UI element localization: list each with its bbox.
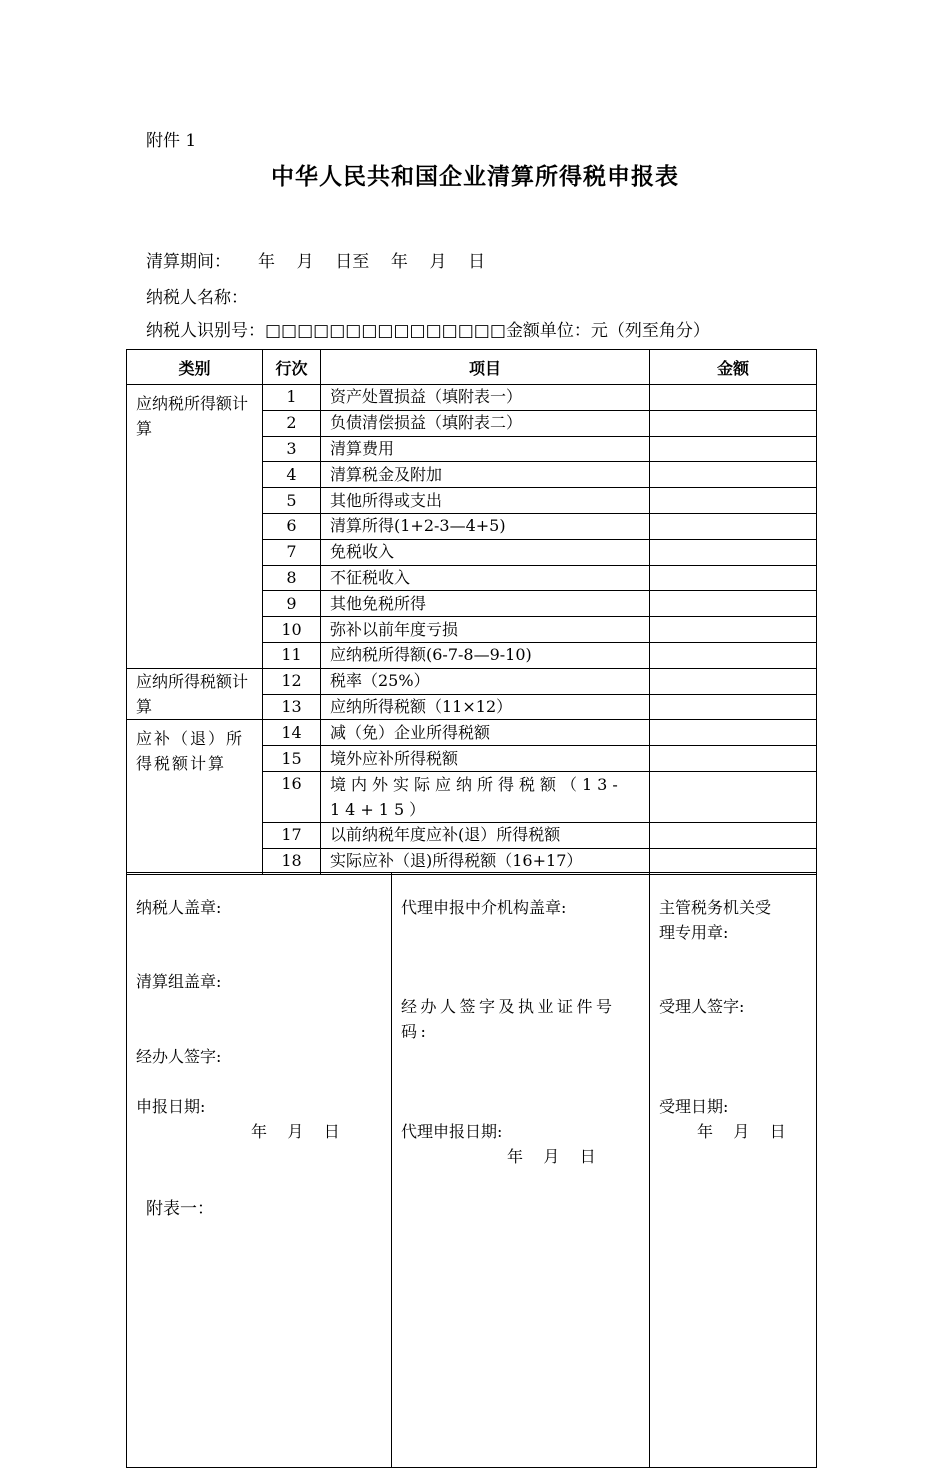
attachment-label: 附件 1: [146, 131, 197, 151]
amount-cell[interactable]: [650, 771, 817, 822]
line-no: 6: [263, 513, 321, 539]
amount-cell[interactable]: [650, 436, 817, 462]
category-taxable-income: 应纳税所得额计算: [127, 385, 263, 669]
agent-section: [392, 873, 650, 1468]
agent-signature-label: 经办人签字及执业证件号码:: [401, 997, 616, 1041]
line-no: 18: [263, 848, 321, 874]
taxpayer-section: [127, 873, 392, 1468]
line-item: 清算税金及附加: [321, 462, 650, 488]
line-item: 减（免）企业所得税额: [321, 720, 650, 746]
amount-cell[interactable]: [650, 410, 817, 436]
declaration-table: [126, 349, 817, 875]
line-no: 9: [263, 591, 321, 617]
taxpayer-id-boxes: □□□□□□□□□□□□□□□: [265, 321, 506, 341]
taxpayer-name-line: [146, 283, 248, 308]
taxpayer-id-label: 纳税人识别号：: [146, 321, 265, 341]
period-value: 年 月 日至 年 月 日: [258, 252, 486, 272]
line-no: 15: [263, 746, 321, 772]
amount-cell[interactable]: [650, 746, 817, 772]
receive-date-label: 受理日期:: [659, 1097, 729, 1116]
amount-cell[interactable]: [650, 513, 817, 539]
amount-cell[interactable]: [650, 539, 817, 565]
header-line-no: 行次: [263, 350, 321, 385]
line-no: 16: [263, 771, 321, 822]
line-item: 以前纳税年度应补(退）所得税额: [321, 822, 650, 848]
line-no: 5: [263, 488, 321, 514]
line-item: 实际应补（退)所得税额（16+17）: [321, 848, 650, 874]
table-header-row: [127, 350, 817, 385]
line-no: 1: [263, 385, 321, 411]
line-item: 境内外实际应纳所得税额（13-14+15）: [321, 771, 650, 822]
line-no: 10: [263, 617, 321, 643]
agent-seal-label: 代理申报中介机构盖章:: [401, 898, 567, 917]
amount-cell[interactable]: [650, 565, 817, 591]
line-no: 12: [263, 668, 321, 694]
header-category: 类别: [127, 350, 263, 385]
amount-cell[interactable]: [650, 720, 817, 746]
line-item: 负债清偿损益（填附表二）: [321, 410, 650, 436]
taxpayer-seal-label: 纳税人盖章:: [136, 898, 222, 917]
amount-cell[interactable]: [650, 385, 817, 411]
receiver-signature-label: 受理人签字:: [659, 997, 745, 1016]
amount-cell[interactable]: [650, 591, 817, 617]
filing-date-label: 申报日期:: [136, 1097, 206, 1116]
line-item: 应纳税所得额(6-7-8—9-10): [321, 642, 650, 668]
line-no: 7: [263, 539, 321, 565]
line-no: 8: [263, 565, 321, 591]
line-item: 其他所得或支出: [321, 488, 650, 514]
taxpayer-name-label: 纳税人名称：: [146, 288, 248, 308]
amount-cell[interactable]: [650, 488, 817, 514]
line-item: 资产处置损益（填附表一）: [321, 385, 650, 411]
amount-cell[interactable]: [650, 694, 817, 720]
amount-cell[interactable]: [650, 462, 817, 488]
header-item: 项目: [321, 350, 650, 385]
amount-cell[interactable]: [650, 617, 817, 643]
line-item: 境外应补所得税额: [321, 746, 650, 772]
line-item: 清算费用: [321, 436, 650, 462]
tax-authority-section: [650, 873, 817, 1468]
line-item: 清算所得(1+2-3—4+5): [321, 513, 650, 539]
category-tax-payable: 应纳所得税额计算: [127, 668, 263, 720]
agent-date-label: 代理申报日期:: [401, 1122, 503, 1141]
line-no: 3: [263, 436, 321, 462]
table-row: [127, 668, 817, 694]
agent-date-ymd: 年 月 日: [507, 1147, 596, 1166]
amount-cell[interactable]: [650, 822, 817, 848]
period-label: 清算期间：: [146, 252, 231, 272]
line-item: 免税收入: [321, 539, 650, 565]
amount-cell[interactable]: [650, 668, 817, 694]
line-item: 税率（25%）: [321, 668, 650, 694]
category-tax-refund: 应补（退）所得税额计算: [127, 720, 263, 874]
signature-table: [126, 872, 817, 1468]
form-title: 中华人民共和国企业清算所得税申报表: [271, 164, 679, 190]
liquidation-seal-label: 清算组盖章:: [136, 972, 222, 991]
taxpayer-id-line: [146, 316, 710, 341]
line-no: 2: [263, 410, 321, 436]
line-no: 4: [263, 462, 321, 488]
line-item: 其他免税所得: [321, 591, 650, 617]
line-item: 弥补以前年度亏损: [321, 617, 650, 643]
line-no: 13: [263, 694, 321, 720]
header-amount: 金额: [650, 350, 817, 385]
amount-unit: 金额单位：元（列至角分）: [505, 321, 710, 341]
receive-date-ymd: 年 月 日: [697, 1122, 786, 1141]
amount-cell[interactable]: [650, 642, 817, 668]
line-item: 应纳所得税额（11×12）: [321, 694, 650, 720]
handler-signature-label: 经办人签字:: [136, 1047, 222, 1066]
appendix-label: 附表一：: [146, 1199, 214, 1219]
amount-cell[interactable]: [650, 848, 817, 874]
filing-date-ymd: 年 月 日: [251, 1122, 340, 1141]
table-row: [127, 720, 817, 746]
line-no: 14: [263, 720, 321, 746]
period-line: [146, 247, 485, 272]
line-no: 11: [263, 642, 321, 668]
line-no: 17: [263, 822, 321, 848]
table-row: [127, 385, 817, 411]
tax-authority-seal-label: 主管税务机关受理专用章:: [659, 898, 772, 942]
line-item: 不征税收入: [321, 565, 650, 591]
